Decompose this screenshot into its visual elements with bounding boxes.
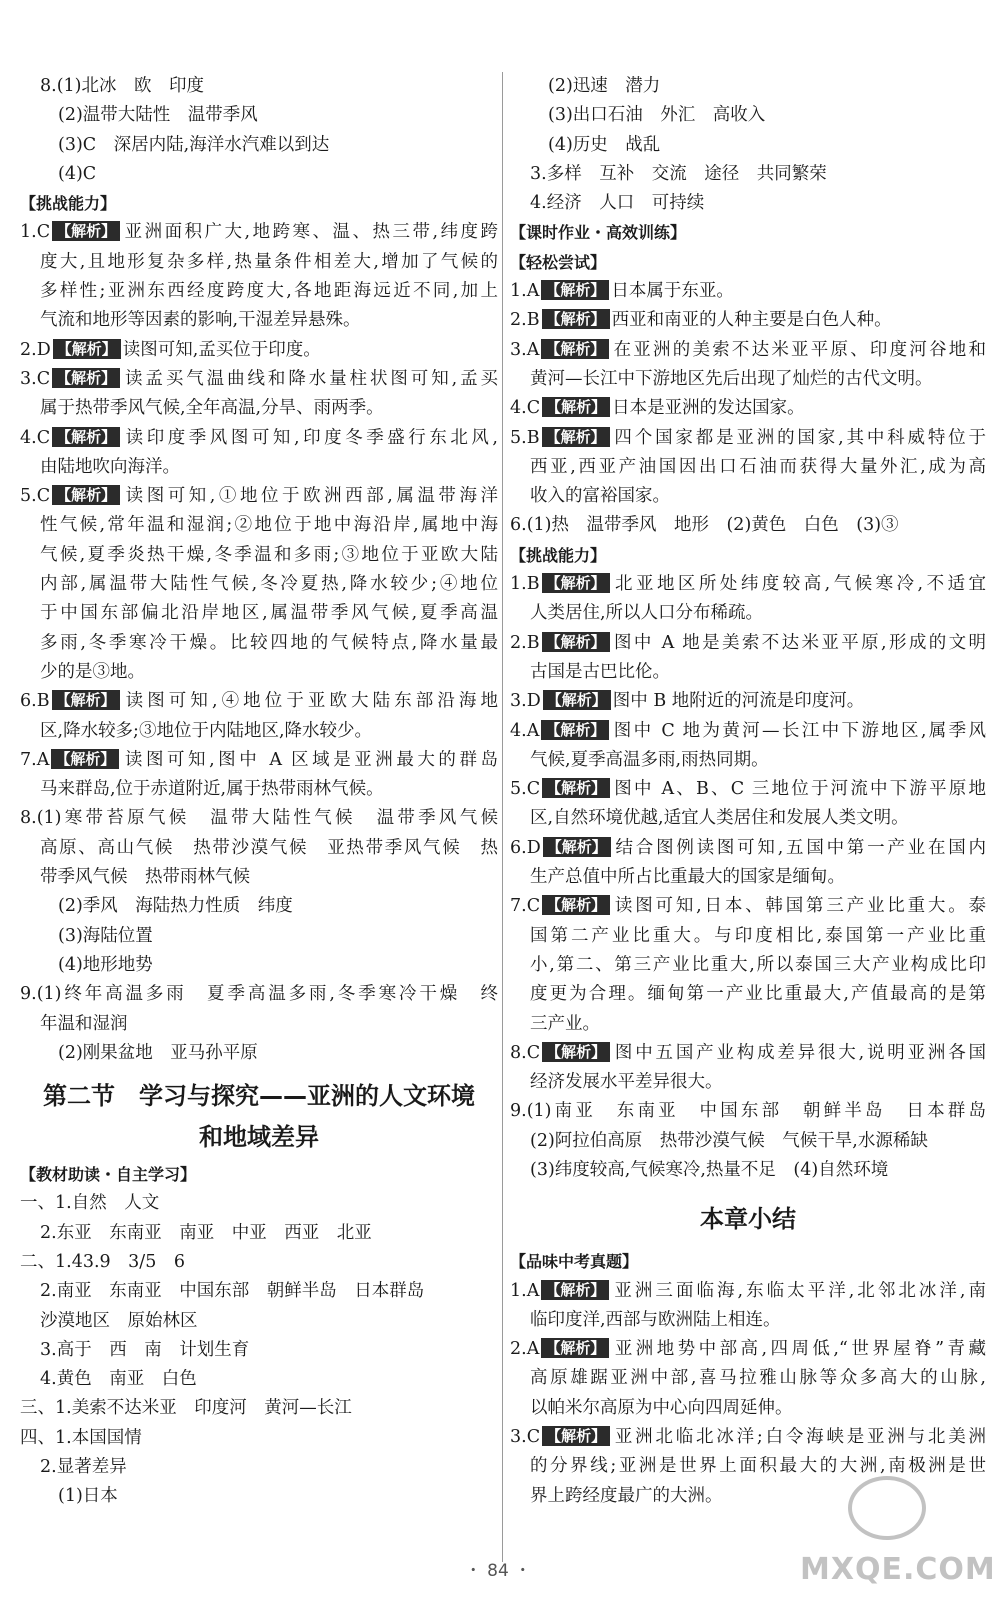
answer-line — [20, 336, 498, 365]
answer-line: 界上跨经度最广的大洲。 — [530, 1485, 723, 1506]
answer-text: 亚洲北临北冰洋;白令海峡是亚洲与北美洲 — [612, 1427, 986, 1448]
analysis-tag: 【解析】 — [543, 837, 611, 857]
answer-line: (2)季风 海陆热力性质 纬度 — [58, 896, 293, 917]
answer-text: 读图可知,图中 A 区域是亚洲最大的群岛 — [121, 749, 498, 770]
analysis-tag: 【解析】 — [541, 1338, 609, 1358]
analysis-tag: 【解析】 — [51, 749, 119, 769]
answer-line: 属于热带季风气候,全年高温,分旱、雨两季。 — [40, 398, 384, 419]
answer-line: 西亚,西亚产油国因出口石油而获得大量外汇,成为高 — [530, 456, 986, 477]
answer-line — [20, 218, 498, 247]
answer-line: 带季风气候 热带雨林气候 — [40, 867, 250, 888]
section-title-line: 和地域差异 — [199, 1123, 319, 1152]
answer-line: (3)纬度较高,气候寒冷,热量不足 (4)自然环境 — [530, 1159, 889, 1180]
answer-line — [510, 1039, 986, 1068]
answer-line: (2)阿拉伯高原 热带沙漠气候 气候干旱,水源稀缺 — [530, 1130, 928, 1151]
question-number: 1.A — [510, 281, 540, 302]
answer-line — [510, 1335, 986, 1364]
answer-text: 图中 A、B、C 三地位于河流中下游平原地 — [612, 779, 986, 800]
analysis-tag: 【解析】 — [542, 1426, 610, 1446]
answer-line: 人类居住,所以人口分布稀疏。 — [530, 603, 764, 624]
answer-line: 气候,夏季炎热干燥,冬季温和多雨;③地位于亚欧大陆 — [40, 544, 498, 565]
answer-line: 8.(1)寒带苔原气候 温带大陆性气候 温带季风气候 — [20, 808, 498, 829]
answer-line — [20, 424, 498, 453]
question-number: 2.D — [20, 339, 51, 360]
answer-text: 北亚地区所处纬度较高,气候寒冷,不适宜 — [611, 574, 986, 595]
answer-text: 结合图例读图可知,五国中第一产业在国内 — [612, 837, 986, 858]
answer-line — [510, 1423, 986, 1452]
answer-line: 2.南亚 东南亚 中国东部 朝鲜半岛 日本群岛 — [40, 1281, 425, 1302]
question-number: 3.C — [20, 368, 51, 389]
question-number: 1.B — [510, 574, 540, 595]
answer-line: 古国是古巴比伦。 — [530, 661, 670, 682]
answer-line: 沙漠地区 原始林区 — [40, 1310, 198, 1331]
answer-text: (3)C 深居内陆,海洋水汽难以到达 — [58, 134, 330, 155]
question-number: 7.A — [20, 749, 50, 770]
answer-line: 年温和湿润 — [40, 1013, 128, 1034]
answer-line: 2.东亚 东南亚 南亚 中亚 西亚 北亚 — [40, 1222, 372, 1243]
answer-text: 读图可知,孟买位于印度。 — [122, 339, 321, 360]
answer-text: 读图可知,①地位于欧洲西部,属温带海洋 — [122, 486, 498, 507]
answer-line: 9.(1)南亚 东南亚 中国东部 朝鲜半岛 日本群岛 — [510, 1101, 986, 1122]
analysis-tag: 【解析】 — [52, 368, 120, 388]
answer-line: (1)日本 — [58, 1486, 118, 1507]
answer-line: 于中国东部偏北沿岸地区,属温带季风气候,夏季高温 — [40, 603, 498, 624]
analysis-tag: 【解析】 — [542, 778, 610, 798]
analysis-tag: 【解析】 — [542, 632, 610, 652]
answer-line: 2.显著差异 — [40, 1457, 127, 1478]
answer-text: 读图可知,日本、韩国第三产业比重大。泰 — [612, 896, 986, 917]
answer-line: 区,降水较多;③地位于内陆地区,降水较少。 — [40, 720, 373, 741]
answer-line — [510, 892, 986, 921]
answer-line: 气候,夏季高温多雨,雨热同期。 — [530, 749, 769, 770]
answer-line: 临印度洋,西部与欧洲陆上相连。 — [530, 1309, 781, 1330]
question-number: 3.C — [510, 1427, 541, 1448]
question-number: 2.B — [510, 632, 540, 653]
answer-line: 少的是③地。 — [40, 661, 145, 682]
question-number: 8.C — [510, 1042, 541, 1063]
answer-text: 图中五国产业构成差异很大,说明亚洲各国 — [612, 1042, 986, 1063]
answer-line: 度大,且地形复杂多样,热量条件相差大,增加了气候的 — [40, 251, 498, 272]
answer-line: 区,自然环境优越,适宜人类居住和发展人类文明。 — [530, 808, 909, 829]
answer-line — [510, 834, 986, 863]
analysis-tag: 【解析】 — [541, 1280, 609, 1300]
question-number: 2.B — [510, 310, 540, 331]
answer-text: 亚洲面积广大,地跨寒、温、热三带,纬度跨 — [122, 222, 498, 243]
answer-line: (2)刚果盆地 亚马孙平原 — [58, 1042, 258, 1063]
answer-line: 黄河—长江中下游地区先后出现了灿烂的古代文明。 — [530, 368, 933, 389]
answer-line: 四、1.本国国情 — [20, 1427, 142, 1448]
answer-line — [20, 101, 498, 130]
section-heading-homework: 【课时作业・高效训练】 — [510, 223, 687, 243]
answer-line: 多样性;亚洲东西经度跨度大,各地距海远近不同,加上 — [40, 281, 498, 302]
answer-line — [510, 336, 986, 365]
analysis-tag: 【解析】 — [53, 339, 121, 359]
watermark-text: MXQE.COM — [800, 1552, 996, 1587]
answer-line: 的分界线;亚洲是世界上面积最大的大洲,南极洲是世 — [530, 1456, 986, 1477]
analysis-tag: 【解析】 — [542, 1042, 610, 1062]
answer-line — [20, 131, 498, 160]
analysis-tag: 【解析】 — [541, 720, 609, 740]
answer-line — [510, 570, 986, 599]
answer-line: 9.(1)终年高温多雨 夏季高温多雨,冬季寒冷干燥 终 — [20, 984, 498, 1005]
answer-line: 4.经济 人口 可持续 — [530, 193, 705, 214]
section-heading-challenge: 【挑战能力】 — [510, 545, 607, 565]
section-heading-challenge: 【挑战能力】 — [20, 194, 117, 214]
answer-line: (4)地形地势 — [58, 954, 153, 975]
answer-line: 高原雄踞亚洲中部,喜马拉雅山脉等众多高大的山脉, — [530, 1368, 986, 1389]
answer-line: 内部,属温带大陆性气候,冬冷夏热,降水较少;④地位 — [40, 574, 498, 595]
answer-line — [510, 717, 986, 746]
analysis-tag: 【解析】 — [542, 309, 610, 329]
answer-text: 图中 A 地是美索不达米亚平原,形成的文明 — [611, 632, 986, 653]
answer-text: (2)温带大陆性 温带季风 — [58, 105, 258, 126]
watermark-ring-icon — [848, 1476, 926, 1540]
answer-line: 以帕米尔高原为中心向四周延伸。 — [530, 1397, 793, 1418]
answer-line — [20, 72, 498, 101]
page-number: ・ 84 ・ — [464, 1561, 532, 1581]
question-number: 6.D — [510, 837, 541, 858]
analysis-tag: 【解析】 — [52, 485, 120, 505]
section-heading-textbook: 【教材助读・自主学习】 — [20, 1165, 197, 1185]
answer-text: 亚洲三面临海,东临太平洋,北邻北冰洋,南 — [611, 1280, 986, 1301]
answer-text: (4)C — [58, 163, 97, 184]
answer-text: 图中 B 地附近的河流是印度河。 — [612, 691, 865, 712]
question-number: 4.C — [510, 398, 541, 419]
answer-text: 日本属于东亚。 — [611, 281, 734, 302]
analysis-tag: 【解析】 — [543, 690, 611, 710]
question-number: 6.B — [20, 691, 50, 712]
answer-text: 四个国家都是亚洲的国家,其中科威特位于 — [611, 427, 986, 448]
section-title-line: 第二节 学习与探究——亚洲的人文环境 — [43, 1082, 475, 1111]
analysis-tag: 【解析】 — [542, 573, 610, 593]
answer-line: 小,第二、第三产业比重大,所以泰国三大产业构成比印 — [530, 954, 986, 975]
question-number: 5.B — [510, 427, 540, 448]
answer-line — [510, 424, 986, 453]
answer-line: (4)历史 战乱 — [548, 134, 661, 155]
analysis-tag: 【解析】 — [541, 280, 609, 300]
question-number: 4.A — [510, 720, 540, 741]
answer-line — [20, 687, 498, 716]
answer-line: (3)海陆位置 — [58, 925, 153, 946]
answer-line — [510, 687, 986, 716]
answer-line: 6.(1)热 温带季风 地形 (2)黄色 白色 (3)③ — [510, 515, 899, 536]
question-number: 3.A — [510, 339, 540, 360]
answer-text: 日本是亚洲的发达国家。 — [612, 398, 805, 419]
question-number: 7.C — [510, 896, 541, 917]
analysis-tag: 【解析】 — [542, 895, 610, 915]
answer-line — [510, 1277, 986, 1306]
answer-line — [20, 160, 498, 189]
right-column — [510, 72, 986, 1511]
analysis-tag: 【解析】 — [541, 339, 609, 359]
answer-line — [20, 746, 498, 775]
answer-text: 读图可知,④地位于亚欧大陆东部沿海地 — [121, 691, 498, 712]
question-number: 1.A — [510, 1280, 540, 1301]
answer-line: 性气候,常年温和湿润;②地位于地中海沿岸,属地中海 — [40, 515, 498, 536]
answer-line: 4.黄色 南亚 白色 — [40, 1369, 197, 1390]
question-number: 1.C — [20, 222, 51, 243]
answer-line — [20, 482, 498, 511]
answer-line: 3.多样 互补 交流 途径 共同繁荣 — [530, 163, 827, 184]
answer-line — [20, 365, 498, 394]
answer-line: 二、1.43.9 3/5 6 — [20, 1251, 185, 1272]
answer-line: 3.高于 西 南 计划生育 — [40, 1339, 250, 1360]
question-number: 4.C — [20, 427, 51, 448]
analysis-tag: 【解析】 — [542, 427, 610, 447]
answer-line: 经济发展水平差异很大。 — [530, 1072, 723, 1093]
answer-line: 度更为合理。缅甸第一产业比重最大,产值最高的是第 — [530, 984, 986, 1005]
answer-line — [510, 775, 986, 804]
answer-line: 多雨,冬季寒冷干燥。比较四地的气候特点,降水量最 — [40, 632, 498, 653]
answer-line: 由陆地吹向海洋。 — [40, 456, 180, 477]
section-heading-exam: 【品味中考真题】 — [510, 1252, 639, 1272]
answer-line: (2)迅速 潜力 — [548, 76, 661, 96]
section-title — [20, 1078, 498, 1156]
answer-line: 国第二产业比重大。与印度相比,泰国第一产业比重 — [530, 925, 986, 946]
answer-line: 高原、高山气候 热带沙漠气候 亚热带季风气候 热 — [40, 837, 498, 858]
question-number: 2.A — [510, 1339, 540, 1360]
answer-line: 三产业。 — [530, 1013, 600, 1034]
answer-text: 在亚洲的美索不达米亚平原、印度河谷地和 — [611, 339, 986, 360]
answer-line: 马来群岛,位于赤道附近,属于热带雨林气候。 — [40, 779, 384, 800]
answer-line: 生产总值中所占比重最大的国家是缅甸。 — [530, 867, 845, 888]
answer-line — [510, 306, 986, 335]
left-column — [20, 72, 498, 1512]
analysis-tag: 【解析】 — [542, 397, 610, 417]
answer-line: 三、1.美索不达米亚 印度河 黄河—长江 — [20, 1398, 352, 1419]
answer-line: 气流和地形等因素的影响,干湿差异悬殊。 — [40, 310, 361, 331]
answer-line: (3)出口石油 外汇 高收入 — [548, 105, 766, 126]
chapter-summary-title: 本章小结 — [700, 1205, 796, 1234]
answer-text: 读孟买气温曲线和降水量柱状图可知,孟买 — [122, 368, 498, 389]
answer-line: 收入的富裕国家。 — [530, 486, 670, 507]
analysis-tag: 【解析】 — [52, 221, 120, 241]
question-number: 3.D — [510, 691, 541, 712]
question-number: 5.C — [510, 779, 541, 800]
answer-text: 亚洲地势中部高,四周低,“世界屋脊”青藏 — [611, 1339, 986, 1360]
answer-text: 8.(1)北冰 欧 印度 — [40, 76, 204, 96]
analysis-tag: 【解析】 — [52, 427, 120, 447]
question-number: 5.C — [20, 486, 51, 507]
answer-text: 西亚和南亚的人种主要是白色人种。 — [611, 310, 892, 331]
answer-line — [510, 277, 986, 306]
answer-text: 读印度季风图可知,印度冬季盛行东北风, — [122, 427, 498, 448]
answer-line — [510, 394, 986, 423]
answer-line: 一、1.自然 人文 — [20, 1193, 160, 1214]
column-divider — [502, 72, 503, 1562]
section-heading-easy: 【轻松尝试】 — [510, 252, 607, 272]
answer-line — [510, 629, 986, 658]
analysis-tag: 【解析】 — [52, 690, 120, 710]
answer-text: 图中 C 地为黄河—长江中下游地区,属季风 — [611, 720, 986, 741]
